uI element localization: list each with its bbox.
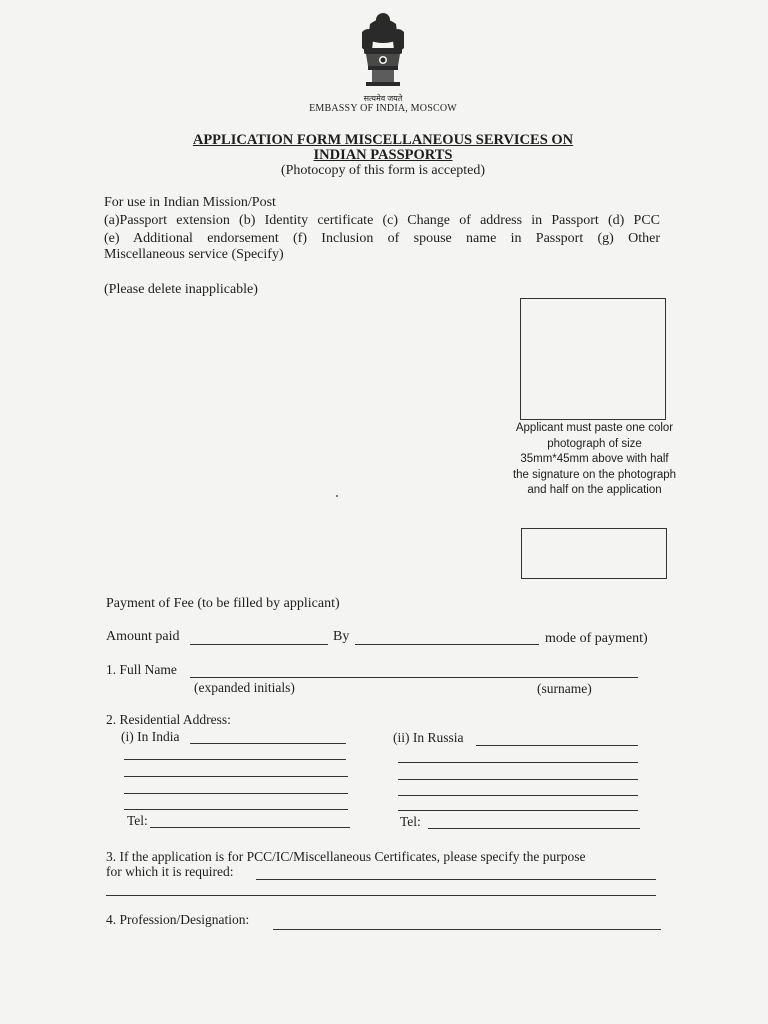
india-address-line2[interactable]	[124, 759, 346, 760]
purpose-field-line2[interactable]	[106, 895, 656, 896]
india-address-line3[interactable]	[124, 776, 348, 777]
embassy-name: EMBASSY OF INDIA, MOSCOW	[309, 103, 457, 114]
amount-paid-field[interactable]	[190, 644, 328, 645]
purpose-label-line1: 3. If the application is for PCC/IC/Miscellaneous Certificates, please specify the purpose	[106, 849, 586, 864]
delete-note: (Please delete inapplicable)	[104, 282, 258, 297]
india-address-line1[interactable]	[190, 743, 346, 744]
russia-address-line4[interactable]	[398, 795, 638, 796]
tel-russia-label: Tel:	[400, 814, 421, 829]
services-line1: (a)Passport extension (b) Identity certificate (c) Change of address in Passport (d) PCC	[104, 213, 660, 228]
ashoka-emblem-icon	[348, 10, 418, 100]
signature-box[interactable]	[521, 528, 667, 579]
form-subtitle: (Photocopy of this form is accepted)	[280, 163, 486, 178]
full-name-field[interactable]	[190, 677, 638, 678]
profession-field[interactable]	[273, 929, 661, 930]
form-title-line2: INDIAN PASSPORTS	[313, 147, 453, 163]
emblem-motto: सत्यमेव जयते	[363, 94, 403, 103]
photo-instructions: Applicant must paste one color photograph of size 35mm*45mm above with half the signature on the photograph and half on the application	[512, 422, 677, 496]
full-name-label: 1. Full Name	[106, 662, 177, 677]
payment-by-field[interactable]	[355, 644, 539, 645]
surname-label: (surname)	[537, 681, 592, 696]
india-address-line4[interactable]	[124, 793, 348, 794]
india-address-line5[interactable]	[124, 809, 348, 810]
russia-address-line3[interactable]	[398, 779, 638, 780]
expanded-initials-label: (expanded initials)	[194, 680, 295, 695]
amount-paid-label: Amount paid	[106, 629, 180, 644]
photo-box[interactable]	[520, 298, 666, 420]
tel-india-field[interactable]	[150, 827, 350, 828]
russia-address-line5[interactable]	[398, 810, 638, 811]
in-russia-label: (ii) In Russia	[393, 730, 464, 745]
purpose-field-line1[interactable]	[256, 879, 656, 880]
form-title-line1: APPLICATION FORM MISCELLANEOUS SERVICES ON	[192, 132, 574, 148]
by-label: By	[333, 629, 350, 644]
tel-india-label: Tel:	[127, 813, 148, 828]
services-line3: Miscellaneous service (Specify)	[104, 247, 284, 262]
tel-russia-field[interactable]	[428, 828, 640, 829]
services-line2: (e) Additional endorsement (f) Inclusion of spouse name in Passport (g) Other	[104, 231, 660, 246]
payment-heading: Payment of Fee (to be filled by applicant)	[106, 596, 340, 611]
in-india-label: (i) In India	[121, 729, 180, 744]
profession-label: 4. Profession/Designation:	[106, 912, 250, 927]
mode-of-payment-label: mode of payment)	[545, 631, 648, 646]
russia-address-line1[interactable]	[476, 745, 638, 746]
use-line: For use in Indian Mission/Post	[104, 195, 276, 210]
russia-address-line2[interactable]	[398, 762, 638, 763]
purpose-label-line2: for which it is required:	[106, 864, 234, 879]
residential-address-label: 2. Residential Address:	[106, 712, 231, 727]
